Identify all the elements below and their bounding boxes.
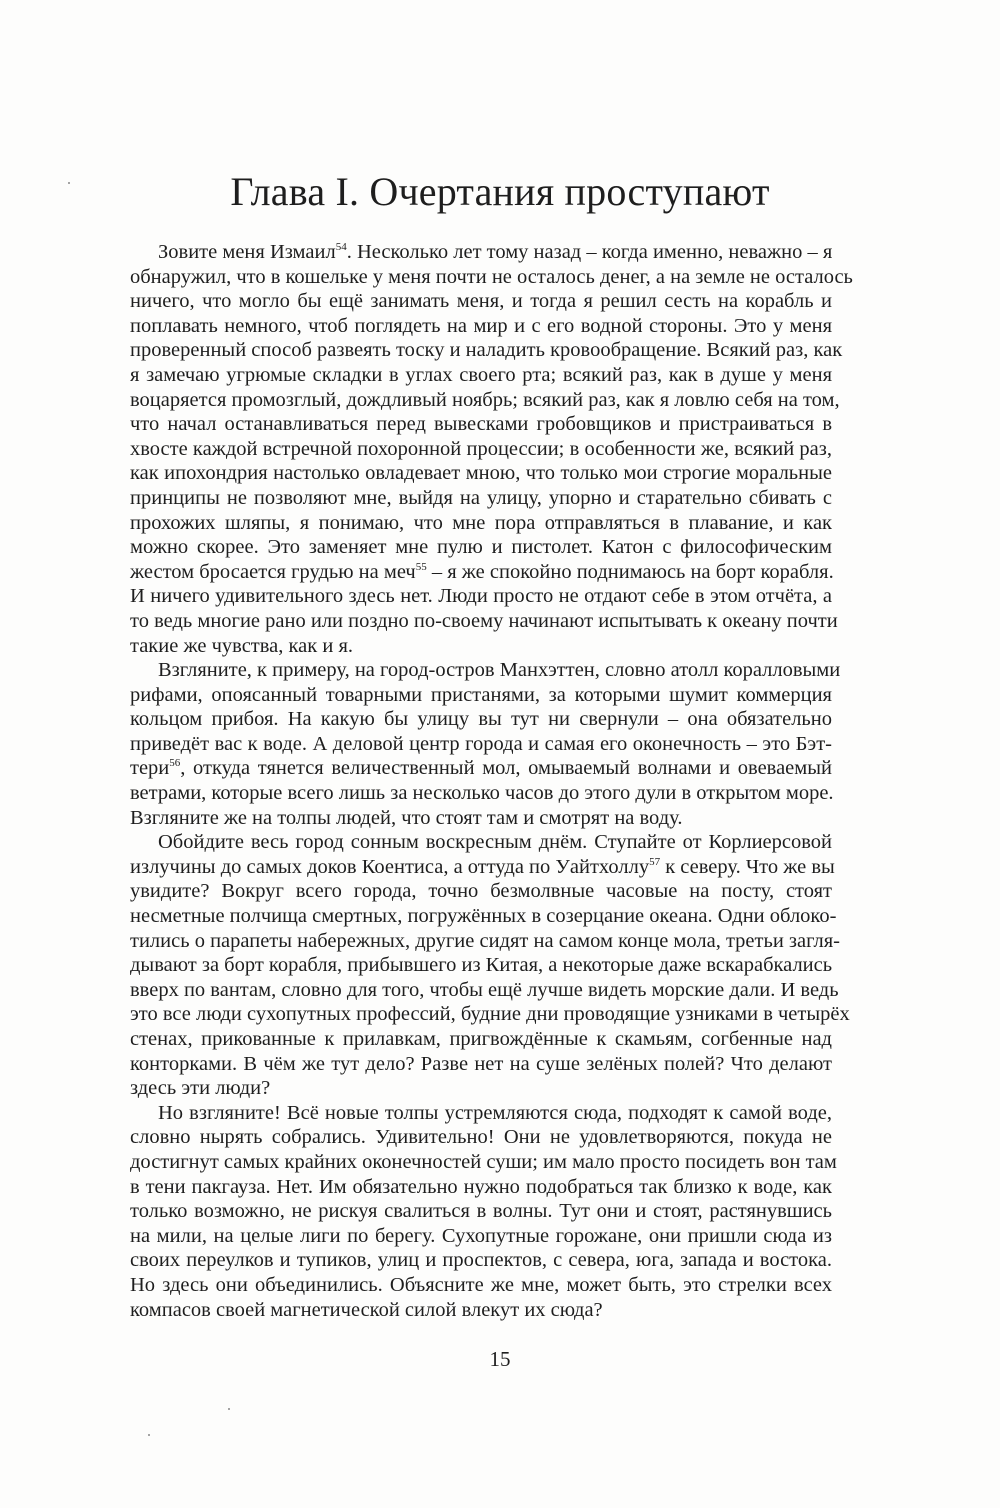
- text-run: дывают за борт корабля, прибывшего из Китая, а некоторые даже вскарабкались: [130, 954, 833, 977]
- text-line: [130, 1125, 832, 1150]
- text-line: [130, 265, 853, 290]
- text-run: ветрами, которые всего лишь за несколько часов до этого дули в открытом море.: [130, 782, 834, 805]
- text-line: [130, 1101, 832, 1126]
- text-run: И ничего удивительного здесь нет. Люди просто не отдают себе в этом отчёта, а: [130, 585, 832, 608]
- text-line: [130, 855, 835, 880]
- scan-speck: [148, 1434, 150, 1436]
- text-run: рифами, опоясанный товарными пристанями, за которыми шумит коммерция: [130, 683, 832, 706]
- text-line: [130, 609, 838, 634]
- text-run: как ипохондрия настолько овладевает мною, что только мои строгие моральные: [130, 462, 832, 485]
- text-line: [130, 1199, 832, 1224]
- text-line: [130, 904, 837, 929]
- footnote-marker: 55: [415, 560, 427, 573]
- text-run: ничего, что могло бы ещё занимать меня, и тогда я решил сесть на корабль и: [130, 290, 832, 313]
- text-run: что начал останавливаться перед вывесками гробовщиков и пристраиваться в: [130, 413, 832, 436]
- text-line: [130, 1027, 832, 1052]
- footnote-marker: 57: [649, 855, 661, 868]
- text-run: Взгляните же на толпы людей, что стоят там и смотрят на воду.: [130, 806, 683, 829]
- text-line: [130, 953, 832, 978]
- text-run: словно нырять собрались. Удивительно! Они не удовлетворяются, покуда не: [130, 1126, 832, 1149]
- text-line: [130, 1002, 850, 1027]
- text-line: [130, 978, 839, 1003]
- text-line: [130, 289, 832, 314]
- text-line: [130, 806, 832, 831]
- text-run: кольцом прибоя. На какую бы улицу вы тут ни свернули – она обязательно: [130, 708, 832, 731]
- text-line: [130, 240, 832, 265]
- text-line: [130, 732, 832, 757]
- text-line: [130, 388, 840, 413]
- text-line: [130, 437, 832, 462]
- text-run: приведёт вас к воде. А деловой центр города и самая его оконечность – это Бэт-: [130, 732, 832, 755]
- text-run: хвосте каждой встречной похоронной процессии; в особенности же, всякий раз,: [130, 437, 832, 460]
- text-line: [130, 1273, 832, 1298]
- paragraph: [130, 240, 853, 658]
- text-run: поплавать немного, чтоб поглядеть на мир и с его водной стороны. Это у меня: [130, 314, 832, 337]
- text-line: [130, 412, 832, 437]
- text-line: [130, 634, 832, 659]
- text-run: несметные полчища смертных, погружённых в созерцание океана. Одни облоко-: [130, 905, 837, 928]
- text-line: [130, 560, 832, 585]
- text-line: [130, 1224, 832, 1249]
- text-line: [130, 1298, 832, 1323]
- text-run: – я же спокойно поднимаюсь на борт корабля.: [426, 560, 834, 583]
- text-run: только возможно, не рискуя свалиться в волны. Тут они и стоят, растянувшись: [130, 1200, 832, 1223]
- text-run: , откуда тянется величественный мол, омываемый волнами и овеваемый: [180, 757, 832, 780]
- chapter-title: Глава I. Очертания проступают: [230, 169, 770, 214]
- text-line: [130, 707, 832, 732]
- scan-speck: [68, 182, 70, 184]
- text-run: к северу. Что же вы: [660, 855, 835, 878]
- text-run: Обойдите весь город сонным воскресным днём. Ступайте от Корлиерсовой: [158, 831, 832, 854]
- text-run: это все люди сухопутных профессий, будние дни проводящие узниками в четырёх: [130, 1003, 850, 1026]
- text-line: [130, 1052, 832, 1077]
- text-run: увидите? Вокруг всего города, точно безмолвные часовые на посту, стоят: [130, 880, 832, 903]
- text-run: принципы не позволяют мне, выйдя на улицу, упорно и старательно сбивать с: [130, 486, 832, 509]
- text-line: [130, 314, 832, 339]
- chapter-body: [130, 240, 853, 1322]
- text-run: конторками. В чём же тут дело? Разве нет на суше зелёных полей? Что делают: [130, 1052, 832, 1075]
- text-run: здесь эти люди?: [130, 1077, 271, 1100]
- text-run: в тени пакгауза. Нет. Им обязательно нужно подобраться так близко к воде, как: [130, 1175, 832, 1198]
- text-run: Но здесь они объединились. Объясните же мне, может быть, это стрелки всех: [130, 1273, 832, 1296]
- text-line: [130, 363, 832, 388]
- text-run: стенах, прикованные к прилавкам, пригвождённые к скамьям, согбенные над: [130, 1028, 832, 1050]
- text-run: такие же чувства, как и я.: [130, 634, 353, 657]
- text-line: [130, 1150, 837, 1175]
- text-line: [130, 584, 832, 609]
- footnote-marker: 54: [335, 241, 347, 253]
- page-number: 15: [489, 1347, 511, 1371]
- text-run: Зовите меня Измаил: [158, 241, 336, 263]
- text-run: то ведь многие рано или поздно по-своему начинают испытывать к океану почти: [130, 609, 838, 632]
- text-run: я замечаю угрюмые складки в углах своего рта; всякий раз, как в душе у меня: [130, 363, 832, 386]
- text-run: жестом бросается грудью на меч: [130, 560, 416, 583]
- text-run: можно скорее. Это заменяет мне пулю и пистолет. Катон с философическим: [130, 536, 832, 559]
- text-run: компасов своей магнетической силой влекут их сюда?: [130, 1298, 603, 1321]
- text-line: [130, 781, 832, 806]
- footnote-marker: 56: [169, 757, 181, 770]
- text-line: [130, 1248, 832, 1273]
- paragraph: [130, 830, 850, 1101]
- text-run: на мили, на целые лиги по берегу. Сухопутные горожане, они пришли сюда из: [130, 1224, 832, 1247]
- text-line: [130, 879, 832, 904]
- text-run: достигнут самых крайних оконечностей суши; им мало просто посидеть вон там: [130, 1150, 837, 1173]
- text-line: [130, 338, 843, 363]
- text-line: [130, 1076, 832, 1101]
- text-run: прохожих шляпы, я понимаю, что мне пора отправляться в плавание, и как: [130, 511, 832, 534]
- text-line: [130, 1175, 832, 1200]
- text-run: тились о парапеты набережных, другие сидят на самом конце мола, третьи загля-: [130, 929, 840, 952]
- text-line: [130, 658, 841, 683]
- text-line: [130, 929, 840, 954]
- paragraph: [130, 658, 841, 830]
- text-run: своих переулков и тупиков, улиц и проспектов, с севера, юга, запада и востока.: [130, 1249, 832, 1272]
- text-run: вверх по вантам, словно для того, чтобы ещё лучше видеть морские дали. И ведь: [130, 978, 839, 1001]
- text-run: Взгляните, к примеру, на город-остров Манхэттен, словно атолл коралловыми: [158, 659, 841, 682]
- text-line: [130, 683, 832, 708]
- text-run: проверенный способ развеять тоску и наладить кровообращение. Всякий раз, как: [130, 339, 843, 362]
- text-run: тери: [130, 757, 170, 780]
- text-line: [130, 511, 832, 536]
- text-line: [130, 486, 832, 511]
- text-line: [130, 756, 832, 781]
- text-line: [130, 461, 832, 486]
- scan-speck: [228, 1408, 230, 1410]
- text-line: [130, 830, 832, 855]
- text-run: обнаружил, что в кошельке у меня почти не осталось денег, а на земле не осталось: [130, 265, 853, 288]
- text-line: [130, 535, 832, 560]
- text-run: . Несколько лет тому назад – когда именно, неважно – я: [346, 241, 833, 263]
- text-run: воцаряется промозглый, дождливый ноябрь; всякий раз, как я ловлю себя на том,: [130, 388, 840, 411]
- text-run: излучины до самых доков Коентиса, а оттуда по Уайтхоллу: [130, 855, 650, 878]
- text-run: Но взгляните! Всё новые толпы устремляются сюда, подходят к самой воде,: [158, 1101, 832, 1124]
- paragraph: [130, 1101, 837, 1322]
